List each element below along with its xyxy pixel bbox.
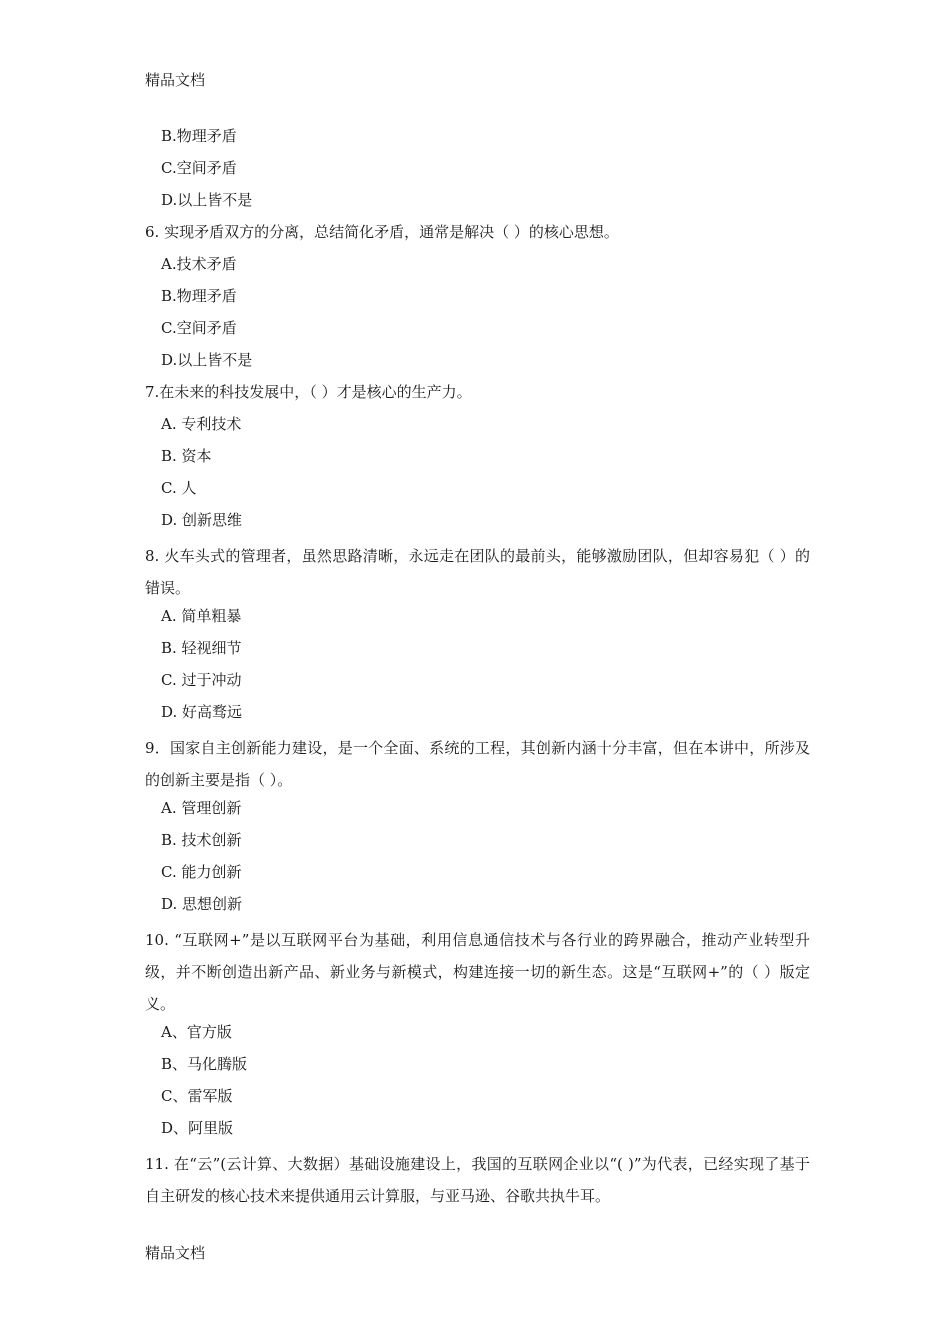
option-item: D. 好高骛远 [161,703,243,721]
option-item: B. 技术创新 [161,831,242,849]
question-9: 9．国家自主创新能力建设，是一个全面、系统的工程，其创新内涵十分丰富，但在本讲中，所涉及的创新主要是指（ ）。 [145,739,810,789]
option-item: C.空间矛盾 [161,319,237,337]
option-item: C. 人 [161,479,197,497]
option-item: A. 简单粗暴 [161,607,242,625]
option-item: B. 资本 [161,447,212,465]
option-item: D.以上皆不是 [161,191,253,209]
question-7: 7.在未来的科技发展中，（ ）才是核心的生产力。 [145,383,472,401]
question-11: 11. 在“云”(云计算、大数据）基础设施建设上，我国的互联网企业以“( )”为代表，已经实现了基于自主研发的核心技术来提供通用云计算服，与亚马逊、谷歌共执牛耳。 [145,1155,810,1205]
option-item: B.物理矛盾 [161,287,237,305]
option-item: D. 思想创新 [161,895,243,913]
page-footer: 精品文档 [145,1244,206,1262]
option-item: C. 过于冲动 [161,671,242,689]
option-item: C. 能力创新 [161,863,242,881]
option-item: B.物理矛盾 [161,127,237,145]
option-item: D. 创新思维 [161,511,243,529]
option-item: D.以上皆不是 [161,351,253,369]
page-header: 精品文档 [145,71,206,89]
option-item: B. 轻视细节 [161,639,242,657]
document-body [145,124,810,1212]
question-10: 10. “互联网+”是以互联网平台为基础，利用信息通信技术与各行业的跨界融合，推动产业转型升级，并不断创造出新产品、新业务与新模式，构建连接一切的新生态。这是“互联网+”的（ ）版定义。 [145,931,810,1013]
option-item: A.技术矛盾 [161,255,237,273]
option-item: B、马化腾版 [161,1055,248,1073]
option-item: A. 专利技术 [161,415,242,433]
option-item: D、阿里版 [161,1119,234,1137]
option-item: A. 管理创新 [161,799,242,817]
option-item: C、雷军版 [161,1087,233,1105]
question-6: 6. 实现矛盾双方的分离，总结简化矛盾，通常是解决（ ）的核心思想。 [145,223,619,241]
option-item: C.空间矛盾 [161,159,237,177]
question-8: 8. 火车头式的管理者，虽然思路清晰，永远走在团队的最前头，能够激励团队，但却容易犯（ ）的错误。 [145,547,810,597]
option-item: A、官方版 [161,1023,232,1041]
